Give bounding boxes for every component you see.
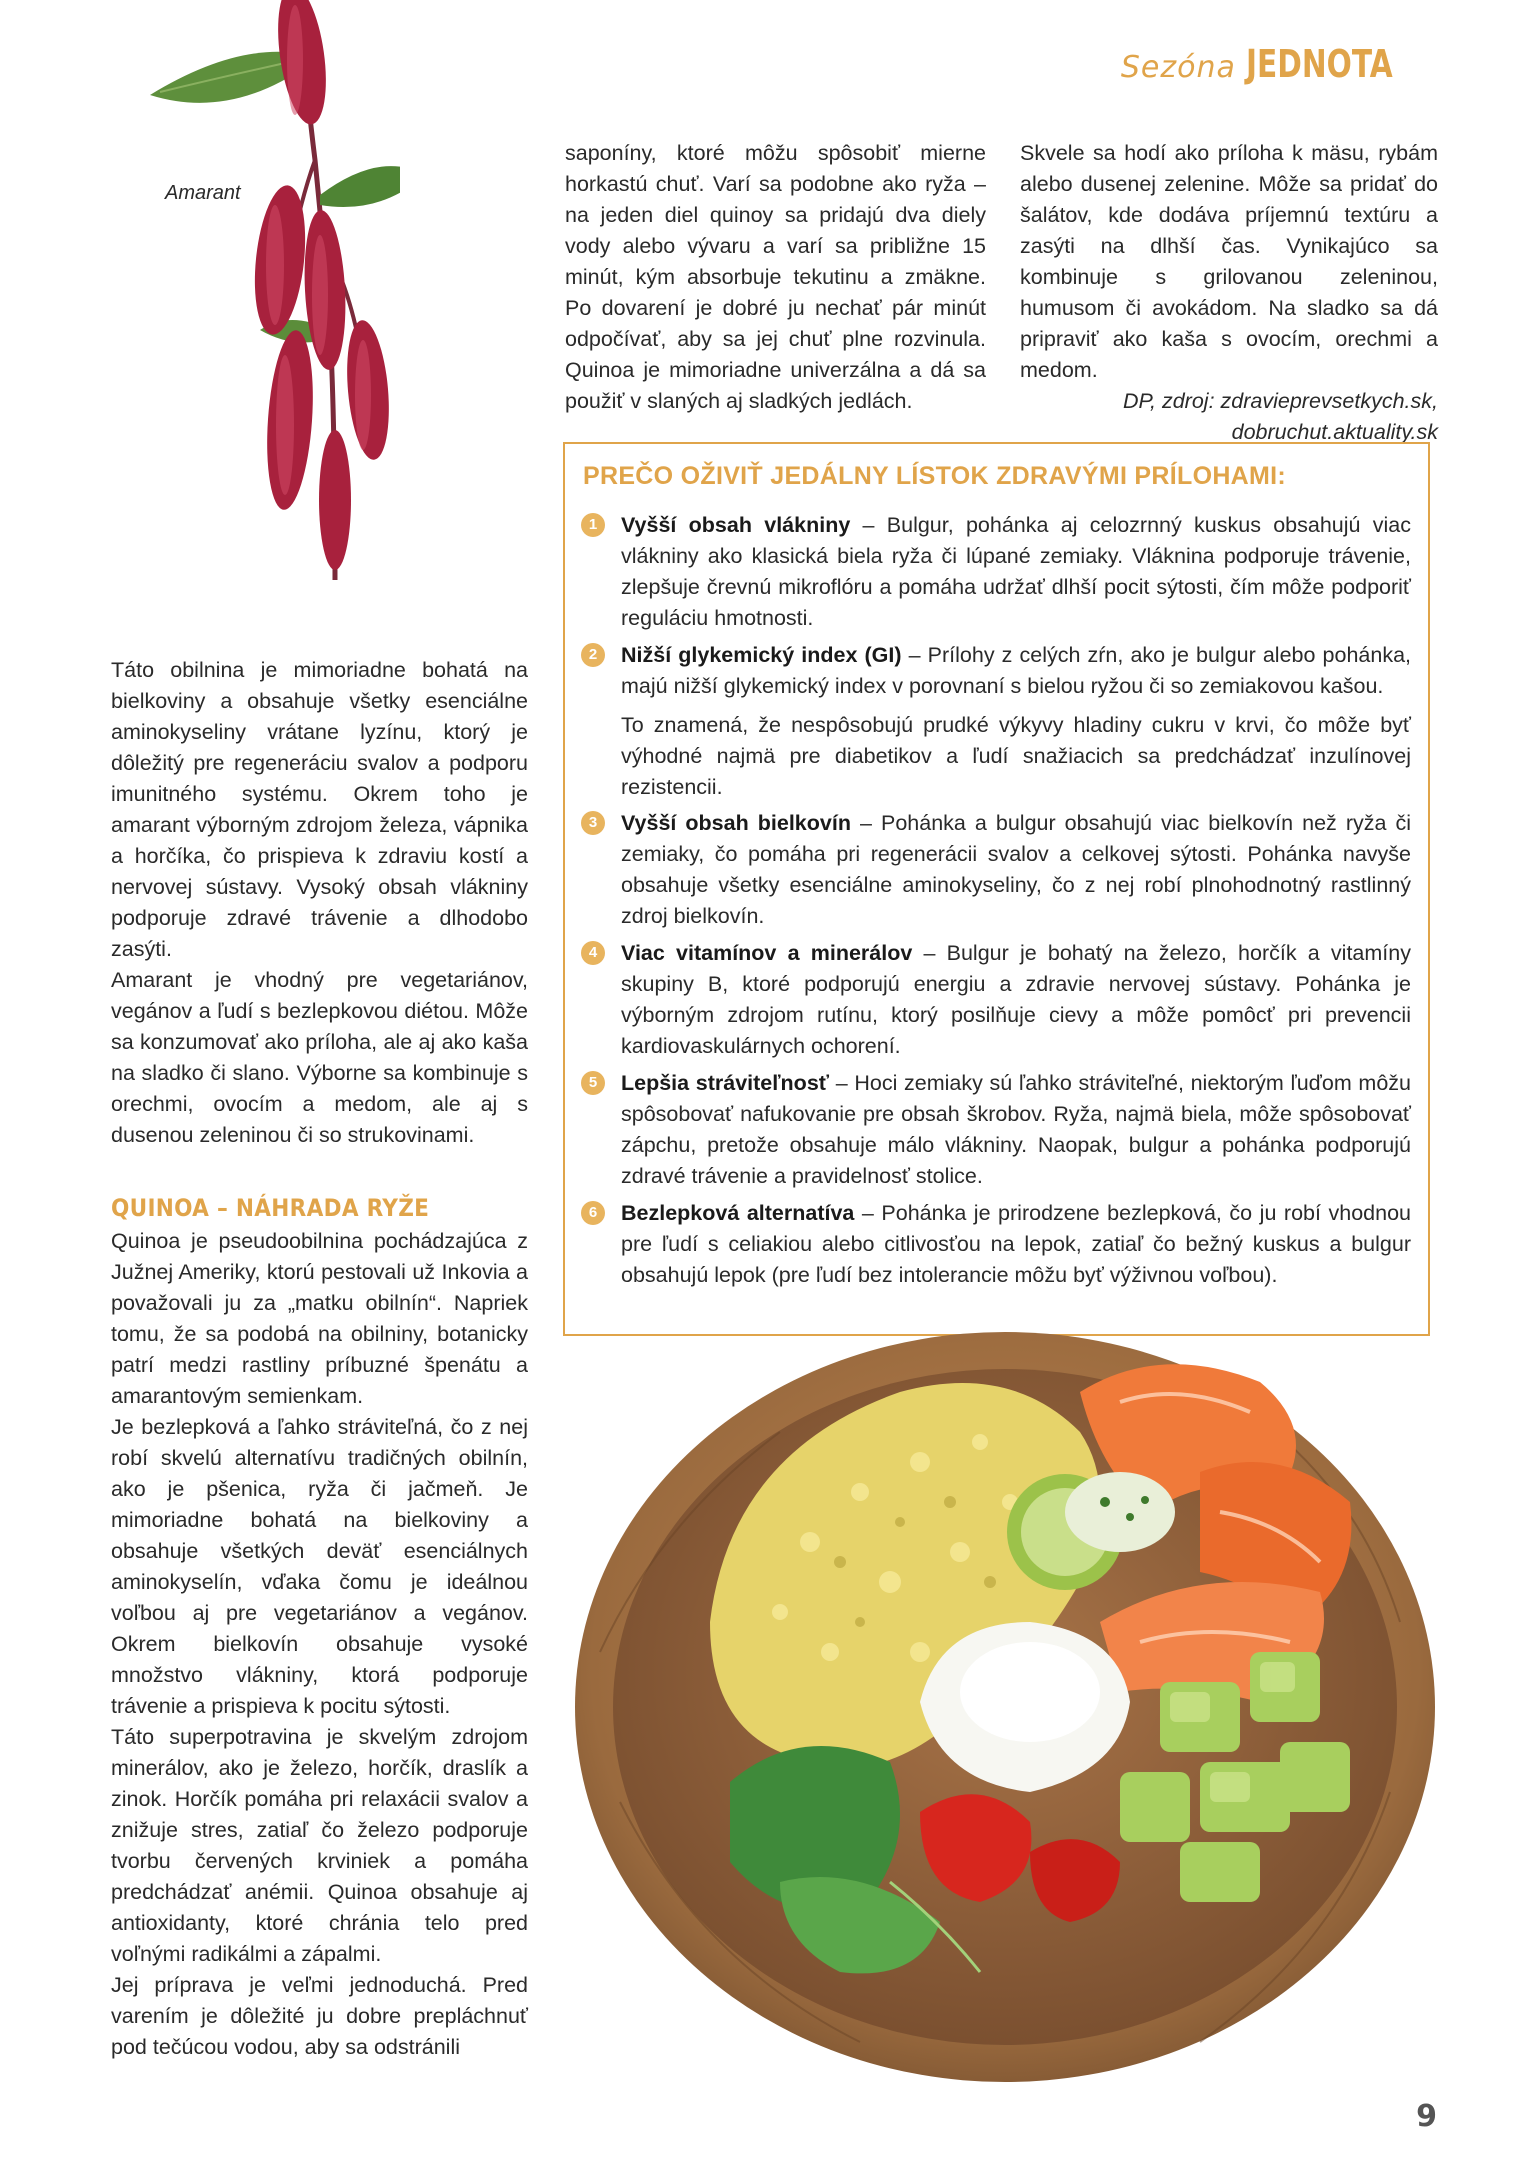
item-description: – Bulgur je bohatý na železo, horčík a vitamíny skupiny B, ktoré podporujú energiu a zdravie nervovej sústavy. Pohánka je výborným zdrojom rutínu, ktorý posilňuje cievy a môže pomôcť pri prevencii kardiovaskulárnych ochorení. [621,941,1411,1058]
left-para-6: Jej príprava je veľmi jednoduchá. Pred varením je dôležité ju dobre prepláchnuť pod tečúcou vodou, aby sa odstránili [111,1973,528,2059]
list-item [581,808,1411,932]
item-title: Viac vitamínov a minerálov [621,941,913,965]
item-description-continued: To znamená, že nespôsobujú prudké výkyvy hladiny cukru v krvi, čo môže byť výhodné najmä pre diabetikov a ľudí snažiacich sa predchádzať inzulínovej rezistencii. [621,713,1411,799]
item-description: – Bulgur, pohánka aj celozrnný kuskus obsahujú viac vlákniny ako klasická biela ryža či lúpané zemiaky. Vláknina podporuje trávenie, zlepšuje črevnú mikroflóru a pomáha udržať dlhší pocit sýtosti, čím môže podporiť reguláciu hmotnosti. [621,513,1411,630]
intro-column-3-text: Skvele sa hodí ako príloha k mäsu, rybám alebo dusenej zelenine. Môže sa pridať do šalátov, kde dodáva príjemnú textúru a zasýti na dlhší čas. Vynikajúco sa kombinuje s grilovanou zeleninou, humusom či avokádom. Na sladko sa dá pripraviť ako kaša s ovocím, orechmi a medom. [1020,141,1438,382]
item-number-badge: 3 [581,811,605,835]
page-number: 9 [1416,2099,1437,2134]
item-title: Vyšší obsah vlákniny [621,513,851,537]
item-title: Vyšší obsah bielkovín [621,811,851,835]
list-item [581,510,1411,634]
amaranth-plant-illustration [130,0,400,600]
source-line-2: dobruchut.aktuality.sk [1231,420,1438,444]
left-para-3: Quinoa je pseudoobilnina pochádzajúca z Južnej Ameriky, ktorú pestovali už Inkovia a považovali ju za „matku obilnín“. Napriek tomu, že sa podobá na obilniny, botanicky patrí medzi rastliny príbuzné špenátu a amarantovým semienkam. [111,1229,528,1408]
left-para-4: Je bezlepková a ľahko stráviteľná, čo z nej robí skvelú alternatívu tradičných obilnín, ako je pšenica, ryža či jačmeň. Je mimoriadne bohatá na bielkoviny a obsahuje všetkých deväť esenciálnych aminokyselín, vďaka čomu je ideálnou voľbou aj pre vegetariánov a vegánov. Okrem bielkovín obsahuje vysoké množstvo vlákniny, ktorá podporuje trávenie a prispieva k pocitu sýtosti. [111,1415,528,1718]
item-description: – Prílohy z celých zŕn, ako je bulgur alebo pohánka, majú nižší glykemický index v porovnaní s bielou ryžou či so zemiakovou kašou. [621,643,1412,698]
item-description: – Pohánka je prirodzene bezlepková, čo ju robí vhodnou pre ľudí s celiakiou alebo citlivosťou na lepok, zatiaľ čo bežný kuskus a bulgur obsahujú lepok (pre ľudí bez intolerancie môžu byť výživnou voľbou). [621,1201,1411,1287]
list-item [581,1198,1411,1291]
item-title: Bezlepková alternatíva [621,1201,855,1225]
list-item [581,938,1411,1062]
left-para-2: Amarant je vhodný pre vegetariánov, vegánov a ľudí s bezlepkovou diétou. Môže sa konzumovať ako príloha, ale aj ako kaša na sladko či slano. Výborne sa kombinuje s orechmi, ovocím a medom, ale aj s dusenou zeleninou či so strukovinami. [111,968,528,1147]
brand-logo [1121,42,1434,86]
item-number-badge: 4 [581,941,605,965]
info-box-healthy-sides [563,442,1430,1336]
item-description: – Hoci zemiaky sú ľahko stráviteľné, niektorým ľuďom môžu spôsobovať nafukovanie pre obsah škrobov. Ryža, najmä biela, môže spôsobovať zápchu, pretože obsahuje málo vlákniny. Naopak, bulgur a pohánka podporujú zdravé trávenie a pravidelnosť stolice. [621,1071,1411,1188]
figure-caption-amarant: Amarant [165,182,241,204]
item-number-badge: 5 [581,1071,605,1095]
info-box-title: PREČO OŽIVIŤ JEDÁLNY LÍSTOK ZDRAVÝMI PRÍLOHAMI: [583,462,1287,490]
section-heading-quinoa: QUINOA – NÁHRADA RYŽE [111,1194,430,1222]
left-column [111,655,528,2063]
left-para-1: Táto obilnina je mimoriadne bohatá na bielkoviny a obsahuje všetky esenciálne aminokyseliny vrátane lyzínu, ktorý je dôležitý pre regeneráciu svalov a podporu imunitného systému. Okrem toho je amarant výborným zdrojom železa, vápnika a horčíka, čo prispieva k zdraviu kostí a nervovej sústavy. Vysoký obsah vlákniny podporuje zdravé trávenie a dlhodobo zasýti. [111,658,528,961]
source-line-1: DP, zdroj: zdravieprevsetkych.sk, [1122,389,1438,413]
list-item [581,1068,1411,1192]
intro-column-2: saponíny, ktoré môžu spôsobiť mierne horkastú chuť. Varí sa podobne ako ryža – na jeden diel quinoy sa pridajú dva diely vody alebo vývaru a varí sa približne 15 minút, kým absorbuje tekutinu a zmäkne. Po dovarení je dobré ju nechať pár minút odpočívať, aby sa jej chuť plne rozvinula. Quinoa je mimoriadne univerzálna a dá sa použiť v slaných aj sladkých jedlách. [565,141,986,413]
brand-sezona: Sezóna [1120,50,1236,85]
intro-column-3 [1020,138,1438,448]
brand-jednota: JEDNOTA [1245,42,1393,86]
item-title: Nižší glykemický index (GI) [621,643,902,667]
item-title: Lepšia stráviteľnosť [621,1071,830,1095]
left-para-5: Táto superpotravina je skvelým zdrojom minerálov, ako je železo, horčík, draslík a zinok. Horčík pomáha pri relaxácii svalov a znižuje stres, zatiaľ čo železo podporuje tvorbu červených krviniek a pomáha predchádzať anémii. Quinoa obsahuje aj antioxidanty, ktoré chránia telo pred voľnými radikálmi a zápalmi. [111,1725,528,1966]
item-number-badge: 2 [581,643,605,667]
item-description: – Pohánka a bulgur obsahujú viac bielkovín než ryža či zemiaky, čo pomáha pri regenerácii svalov a celkovej sýtosti. Pohánka navyše obsahuje všetky esenciálne aminokyseliny, čo z nej robí plnohodnotný rastlinný zdroj bielkovín. [621,811,1412,928]
food-bowl-photo [560,1322,1440,2092]
item-number-badge: 6 [581,1201,605,1225]
item-number-badge: 1 [581,513,605,537]
list-item [581,640,1411,803]
